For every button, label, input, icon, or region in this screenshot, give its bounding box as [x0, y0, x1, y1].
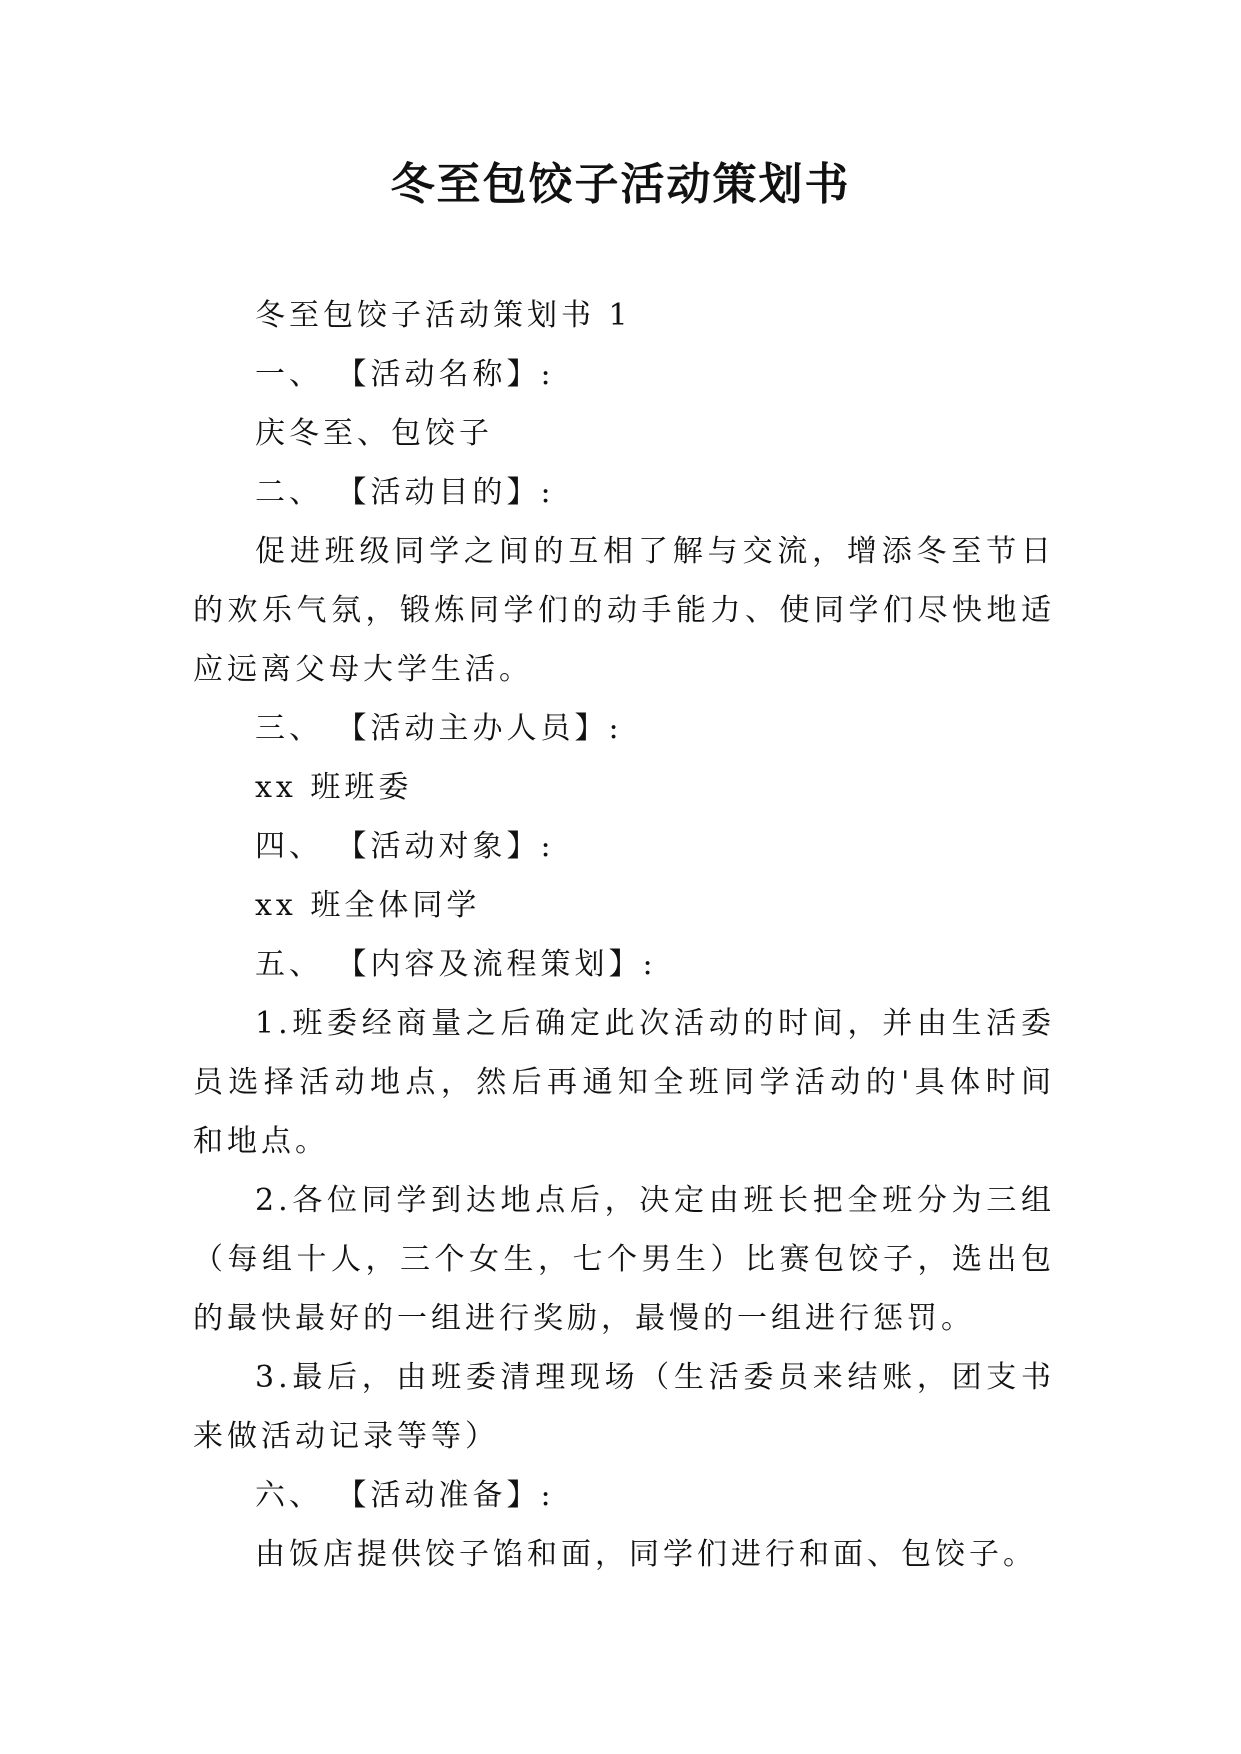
document-body	[193, 286, 1055, 1584]
section-heading-activity-purpose: 二、 【活动目的】:	[255, 475, 555, 510]
section-heading-preparation: 六、 【活动准备】:	[255, 1478, 555, 1513]
paragraph-process-step-1: 1.班委经商量之后确定此次活动的时间，并由生活委员选择活动地点，然后再通知全班同学活动的'具体时间和地点。	[193, 1006, 1055, 1159]
section-heading-process: 五、 【内容及流程策划】:	[255, 947, 657, 982]
paragraph-activity-purpose: 促进班级同学之间的互相了解与交流，增添冬至节日的欢乐气氛，锻炼同学们的动手能力、使同学们尽快地适应远离父母大学生活。	[193, 534, 1055, 687]
section-heading-organizers: 三、 【活动主办人员】:	[255, 711, 623, 746]
subtitle-paragraph: 冬至包饺子活动策划书 1	[255, 298, 632, 333]
paragraph-process-step-3: 3.最后，由班委清理现场（生活委员来结账，团支书来做活动记录等等）	[193, 1360, 1055, 1454]
paragraph-organizers: xx 班班委	[255, 770, 413, 805]
section-heading-participants: 四、 【活动对象】:	[255, 829, 555, 864]
section-heading-activity-name: 一、 【活动名称】:	[255, 357, 555, 392]
paragraph-participants: xx 班全体同学	[255, 888, 481, 923]
paragraph-process-step-2: 2.各位同学到达地点后，决定由班长把全班分为三组（每组十人，三个女生，七个男生）比赛包饺子，选出包的最快最好的一组进行奖励，最慢的一组进行惩罚。	[193, 1183, 1055, 1336]
paragraph-activity-name: 庆冬至、包饺子	[255, 416, 493, 451]
document-title: 冬至包饺子活动策划书	[390, 159, 851, 210]
paragraph-preparation: 由饭店提供饺子馅和面，同学们进行和面、包饺子。	[255, 1537, 1037, 1572]
